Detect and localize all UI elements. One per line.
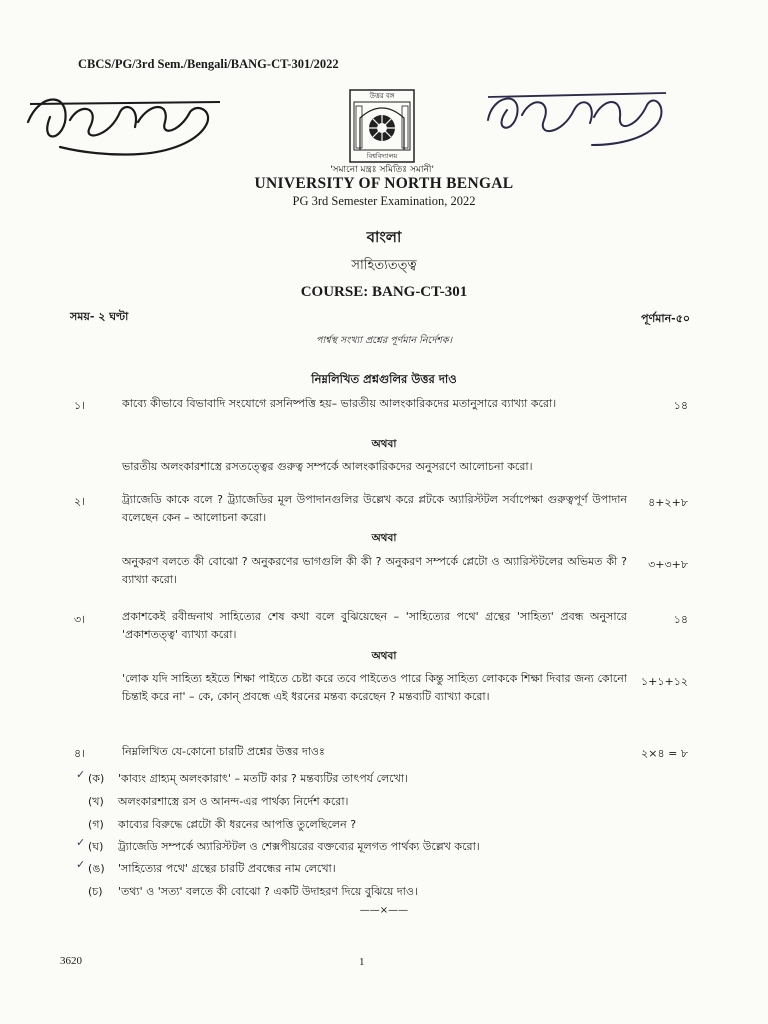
paper-title: সাহিত্যতত্ত্ব	[351, 258, 417, 273]
question-alt-text: অনুকরণ বলতে কী বোঝো ? অনুকরণের ভাগগুলি কী কী ? অনুকরণ সম্পর্কে প্লেটো ও অ্যারিস্টটলের অভিমত কী ? ব্যাখ্যা করো।	[122, 555, 627, 586]
university-seal	[348, 88, 416, 164]
sub-question-label: (ঘ)	[88, 840, 104, 853]
sub-question-text: 'সাহিত্যের পথে' গ্রন্থের চারটি প্রবন্ধের নাম লেখো।	[118, 862, 336, 875]
marks-note: পার্শ্বস্থ সংখ্যা প্রশ্নের পূর্ণমান নির্দেশক।	[316, 335, 452, 346]
sub-question-label: (গ)	[88, 818, 104, 831]
tick-mark-icon: ✓	[76, 768, 86, 781]
exam-title: PG 3rd Semester Examination, 2022	[292, 194, 476, 208]
instruction: নিম্নলিখিত প্রশ্নগুলির উত্তর দাও	[311, 372, 457, 386]
question-text: নিম্নলিখিত যে-কোনো চারটি প্রশ্নের উত্তর দাওঃ	[122, 745, 325, 758]
question-alt-marks: ৩+৩+৮	[648, 558, 688, 571]
end-mark: ——×——	[359, 905, 409, 916]
question-number: ৩।	[74, 613, 86, 626]
sub-question-text: অলংকারশাস্ত্রে রস ও আনন্দ-এর পার্থক্য নির্দেশ করো।	[118, 795, 349, 808]
sub-question-label: (চ)	[88, 885, 103, 898]
university-name: UNIVERSITY OF NORTH BENGAL	[254, 175, 514, 192]
sub-question-text: 'তথ্য' ও 'সত্য' বলতে কী বোঝো ? একটি উদাহরণ দিয়ে বুঝিয়ে দাও।	[118, 885, 418, 898]
question-alt-marks: ১+১+১২	[641, 675, 688, 688]
question-number: ২।	[74, 495, 86, 508]
sub-question-text: কাব্যের বিরুদ্ধে প্লেটো কী ধরনের আপত্তি তুলেছিলেন ?	[118, 818, 357, 831]
signature-right	[482, 75, 672, 155]
tick-mark-icon: ✓	[76, 858, 86, 871]
course-code: COURSE: BANG-CT-301	[300, 284, 468, 300]
sub-question-text: 'কাব্যং গ্রাহ্যম্ অলংকারাৎ' – মতটি কার ? মন্তব্যটির তাৎপর্য লেখো।	[118, 772, 408, 785]
paper-code: CBCS/PG/3rd Sem./Bengali/BANG-CT-301/2022	[78, 57, 339, 71]
page-number: 1	[359, 956, 365, 968]
sub-question-text: ট্র্যাজেডি সম্পর্কে অ্যারিস্টটল ও শেক্সপীয়রের বক্তব্যের মূলগত পার্থক্য উল্লেখ করো।	[118, 840, 480, 853]
university-motto: 'সমানো মন্ত্রঃ সমিতিঃ সমানী'	[330, 165, 434, 175]
sub-question-label: (ঙ)	[88, 862, 105, 875]
tick-mark-icon: ✓	[76, 836, 86, 849]
question-marks: ৪+২+৮	[648, 496, 688, 509]
or-label: অথবা	[371, 650, 397, 662]
seal-top-text: উত্তর বঙ্গ	[369, 92, 395, 100]
question-marks: ১৪	[673, 399, 688, 412]
question-text: প্রকাশকেই রবীন্দ্রনাথ সাহিত্যের শেষ কথা বলে বুঝিয়েছেন – 'সাহিত্যের পথে' গ্রন্থের 'সাহিত্য' প্রবন্ধ অনুসারে 'প্রকাশতত্ত্ব' ব্যাখ্যা করো।	[122, 610, 627, 641]
question-marks: ১৪	[673, 613, 688, 626]
question-text: ট্র্যাজেডি কাকে বলে ? ট্র্যাজেডির মূল উপাদানগুলির উল্লেখ করে প্লটকে অ্যারিস্টটল সর্বাপেক্ষা গুরুত্বপূর্ণ উপাদান বলেছেন কেন – আলোচনা করো।	[122, 493, 627, 524]
question-alt-text: ভারতীয় অলংকারশাস্ত্রে রসতত্ত্বের গুরুত্ব সম্পর্কে আলংকারিকদের অনুসরণে আলোচনা করো।	[122, 460, 533, 473]
sub-question-label: (ক)	[88, 772, 105, 785]
subject-title: বাংলা	[366, 228, 402, 246]
or-label: অথবা	[371, 532, 397, 544]
full-marks: পূর্ণমান-৫০	[641, 312, 690, 325]
question-text: কাব্যে কীভাবে বিভাবাদি সংযোগে রসনিষ্পত্তি হয়– ভারতীয় আলংকারিকদের মতানুসারে ব্যাখ্যা করো।	[122, 397, 557, 410]
or-label: অথবা	[371, 438, 397, 450]
time-allowed: সময়- ২ ঘণ্টা	[70, 310, 129, 323]
question-marks: ২×৪ = ৮	[641, 747, 688, 760]
seal-bottom-text: বিশ্ববিদ্যালয়	[366, 152, 398, 160]
paper-serial: 3620	[60, 955, 82, 967]
sub-question-label: (খ)	[88, 795, 104, 808]
question-number: ১।	[74, 399, 86, 412]
question-alt-text: 'লোক যদি সাহিত্য হইতে শিক্ষা পাইতে চেষ্টা করে তবে পাইতেও পারে কিন্তু সাহিত্য লোককে শিক্ষা দিবার জন্য কোনো চিন্তাই করে না' – কে, কোন্ প্রবন্ধে এই ধরনের মন্তব্য করেছেন ? মন্তব্যটি ব্যাখ্যা করো।	[122, 672, 627, 703]
signature-left	[20, 82, 230, 162]
question-number: ৪।	[74, 747, 86, 760]
